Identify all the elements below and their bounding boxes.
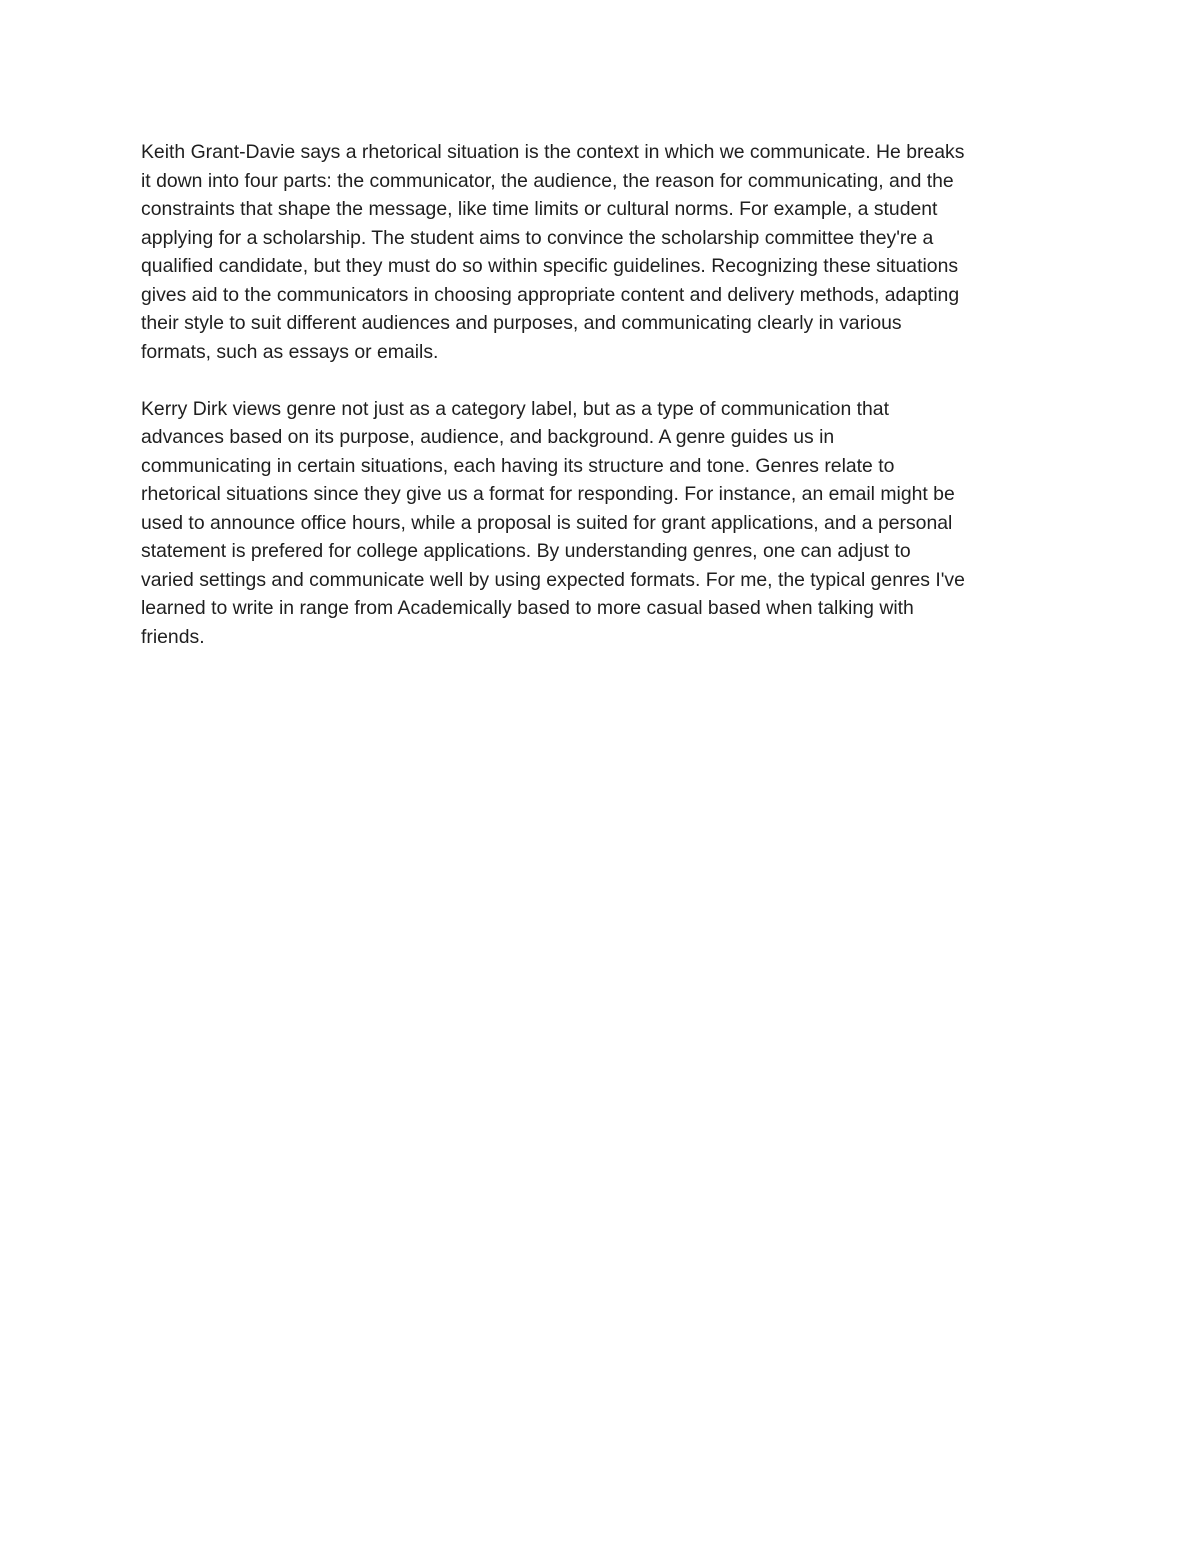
text-line: gives aid to the communicators in choosing appropriate content and delivery methods, adapting xyxy=(141,283,960,306)
text-line: used to announce office hours, while a proposal is suited for grant applications, and a personal xyxy=(141,511,953,534)
text-line: rhetorical situations since they give us a format for responding. For instance, an email might be xyxy=(141,483,955,505)
text-line: constraints that shape the message, like time limits or cultural norms. For example, a student xyxy=(141,198,938,220)
text-line: applying for a scholarship. The student aims to convince the scholarship committee they're a xyxy=(141,226,934,249)
text-line: Keith Grant-Davie says a rhetorical situation is the context in which we communicate. He breaks xyxy=(141,141,965,163)
text-line: statement is prefered for college applications. By understanding genres, one can adjust to xyxy=(141,540,911,562)
text-line: qualified candidate, but they must do so within specific guidelines. Recognizing these situations xyxy=(141,255,959,277)
paragraph-genre xyxy=(141,395,1071,652)
paragraph-rhetorical-situation xyxy=(141,138,1071,366)
text-line: Kerry Dirk views genre not just as a category label, but as a type of communication that xyxy=(141,397,889,420)
text-line: advances based on its purpose, audience, and background. A genre guides us in xyxy=(141,426,835,448)
text-line: friends. xyxy=(141,625,205,648)
text-line: learned to write in range from Academically based to more casual based when talking with xyxy=(141,597,914,619)
document-body xyxy=(141,138,1071,651)
text-line: formats, such as essays or emails. xyxy=(141,340,439,363)
text-line: it down into four parts: the communicator, the audience, the reason for communicating, and the xyxy=(141,169,954,192)
text-line: communicating in certain situations, each having its structure and tone. Genres relate to xyxy=(141,454,895,477)
text-line: varied settings and communicate well by using expected formats. For me, the typical genres I've xyxy=(141,568,965,591)
text-line: their style to suit different audiences and purposes, and communicating clearly in various xyxy=(141,312,902,334)
